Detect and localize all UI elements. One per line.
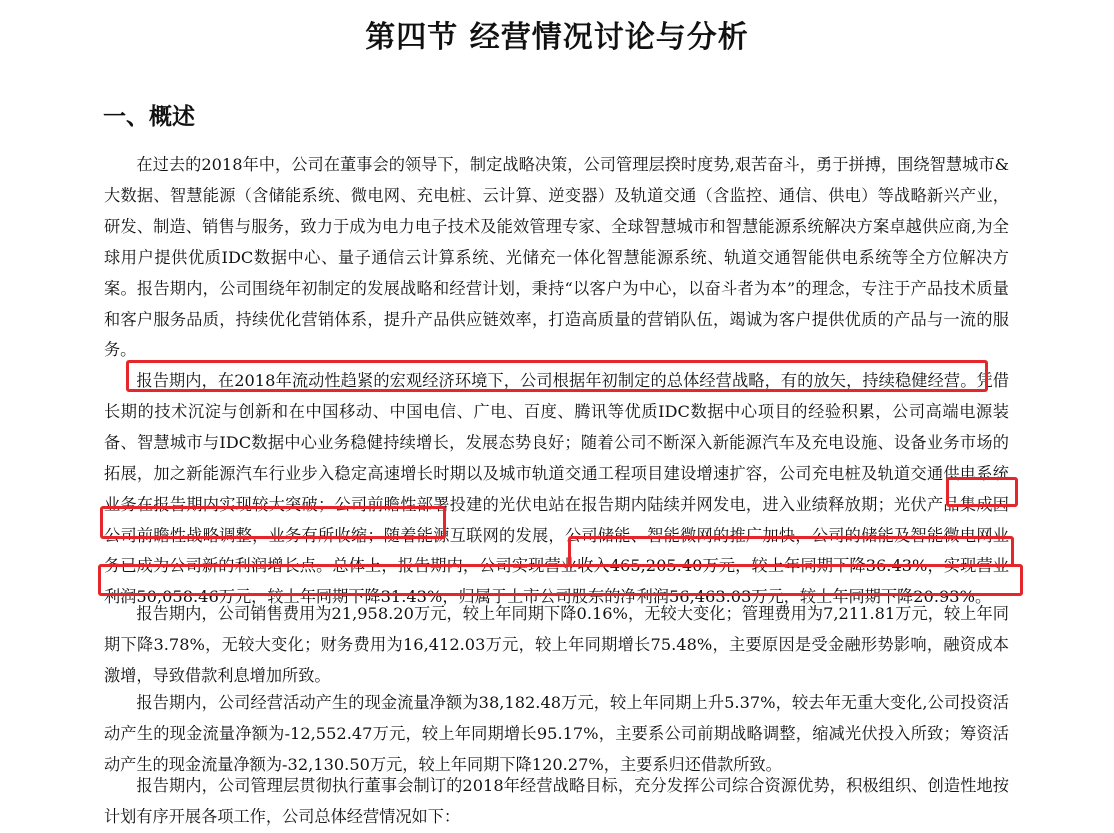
heading-overview: 一、概述	[103, 104, 195, 130]
highlight-box-strategy	[126, 360, 988, 392]
paragraph-2: 报告期内，在2018年流动性趋紧的宏观经济环境下，公司根据年初制定的总体经营战略，有的放矢，持续稳健经营。凭借长期的技术沉淀与创新和在中国移动、中国电信、广电、百度、腾讯等优质IDC数据中心项目的经验积累，公司高端电源装备、智慧城市与IDC数据中心业务稳健持续增长，发展态势良好；随着公司不断深入新能源汽车及充电设施、设备业务市场的拓展，加之新能源汽车行业步入稳定高速增长时期以及城市轨道交通工程项目建设增速扩容，公司充电桩及轨道交通供电系统业务在报告期内实现较大突破；公司前瞻性部署投建的光伏电站在报告期内陆续并网发电，进入业绩释放期；光伏产品集成因公司前瞻性战略调整，业务有所收缩；随着能源互联网的发展，公司储能、智能微网的推广加快，公司的储能及智能微电网业务已成为公司新的利润增长点。总体上，报告期内，公司实现营业收入465,205.40万元，较上年同期下降36.43%，实现营业利润50,058.46万元，较上年同期下降31.43%，归属于上市公司股东的净利润56,463.03万元，较上年同期下降20.93%。	[104, 371, 1009, 607]
highlight-box-revenue	[568, 536, 1014, 567]
paragraph-3: 报告期内，公司销售费用为21,958.20万元，较上年同期下降0.16%，无较大变化；管理费用为7,211.81万元，较上年同期下降3.78%，无较大变化；财务费用为16,412.03万元，较上年同期增长75.48%，主要原因是受金融形势影响，融资成本激增，导致借款利息增加所致。	[104, 604, 1009, 685]
paragraph-1: 在过去的2018年中，公司在董事会的领导下，制定战略决策，公司管理层揆时度势,艰苦奋斗，勇于拼搏，围绕智慧城市&大数据、智慧能源（含储能系统、微电网、充电桩、云计算、逆变器）及轨道交通（含监控、通信、供电）等战略新兴产业，研发、制造、销售与服务，致力于成为电力电子技术及能效管理专家、全球智慧城市和智慧能源系统解决方案卓越供应商,为全球用户提供优质IDC数据中心、量子通信云计算系统、光储充一体化智慧能源系统、轨道交通智能供电系统等全方位解决方案。报告期内，公司围绕年初制定的发展战略和经营计划，秉持“以客户为中心，以奋斗者为本”的理念，专注于产品技术质量和客户服务品质，持续优化营销体系，提升产品供应链效率，打造高质量的营销队伍，竭诚为客户提供优质的产品与一流的服务。	[104, 155, 1009, 360]
highlight-box-profit	[98, 564, 1023, 596]
section-title: 第四节 经营情况讨论与分析	[365, 20, 749, 55]
highlight-box-pv-start	[946, 477, 1018, 507]
paragraph-5: 报告期内，公司管理层贯彻执行董事会制订的2018年经营战略目标，充分发挥公司综合资源优势，积极组织、创造性地按计划有序开展各项工作，公司总体经营情况如下：	[104, 776, 1009, 826]
highlight-box-pv-end	[100, 506, 446, 539]
paragraph-4: 报告期内，公司经营活动产生的现金流量净额为38,182.48万元，较上年同期上升5.37%，较去年无重大变化,公司投资活动产生的现金流量净额为-12,552.47万元，较上年同期增长95.17%，主要系公司前期战略调整，缩减光伏投入所致；筹资活动产生的现金流量净额为-32,130.50万元，较上年同期下降120.27%，主要系归还借款所致。	[104, 693, 1009, 774]
